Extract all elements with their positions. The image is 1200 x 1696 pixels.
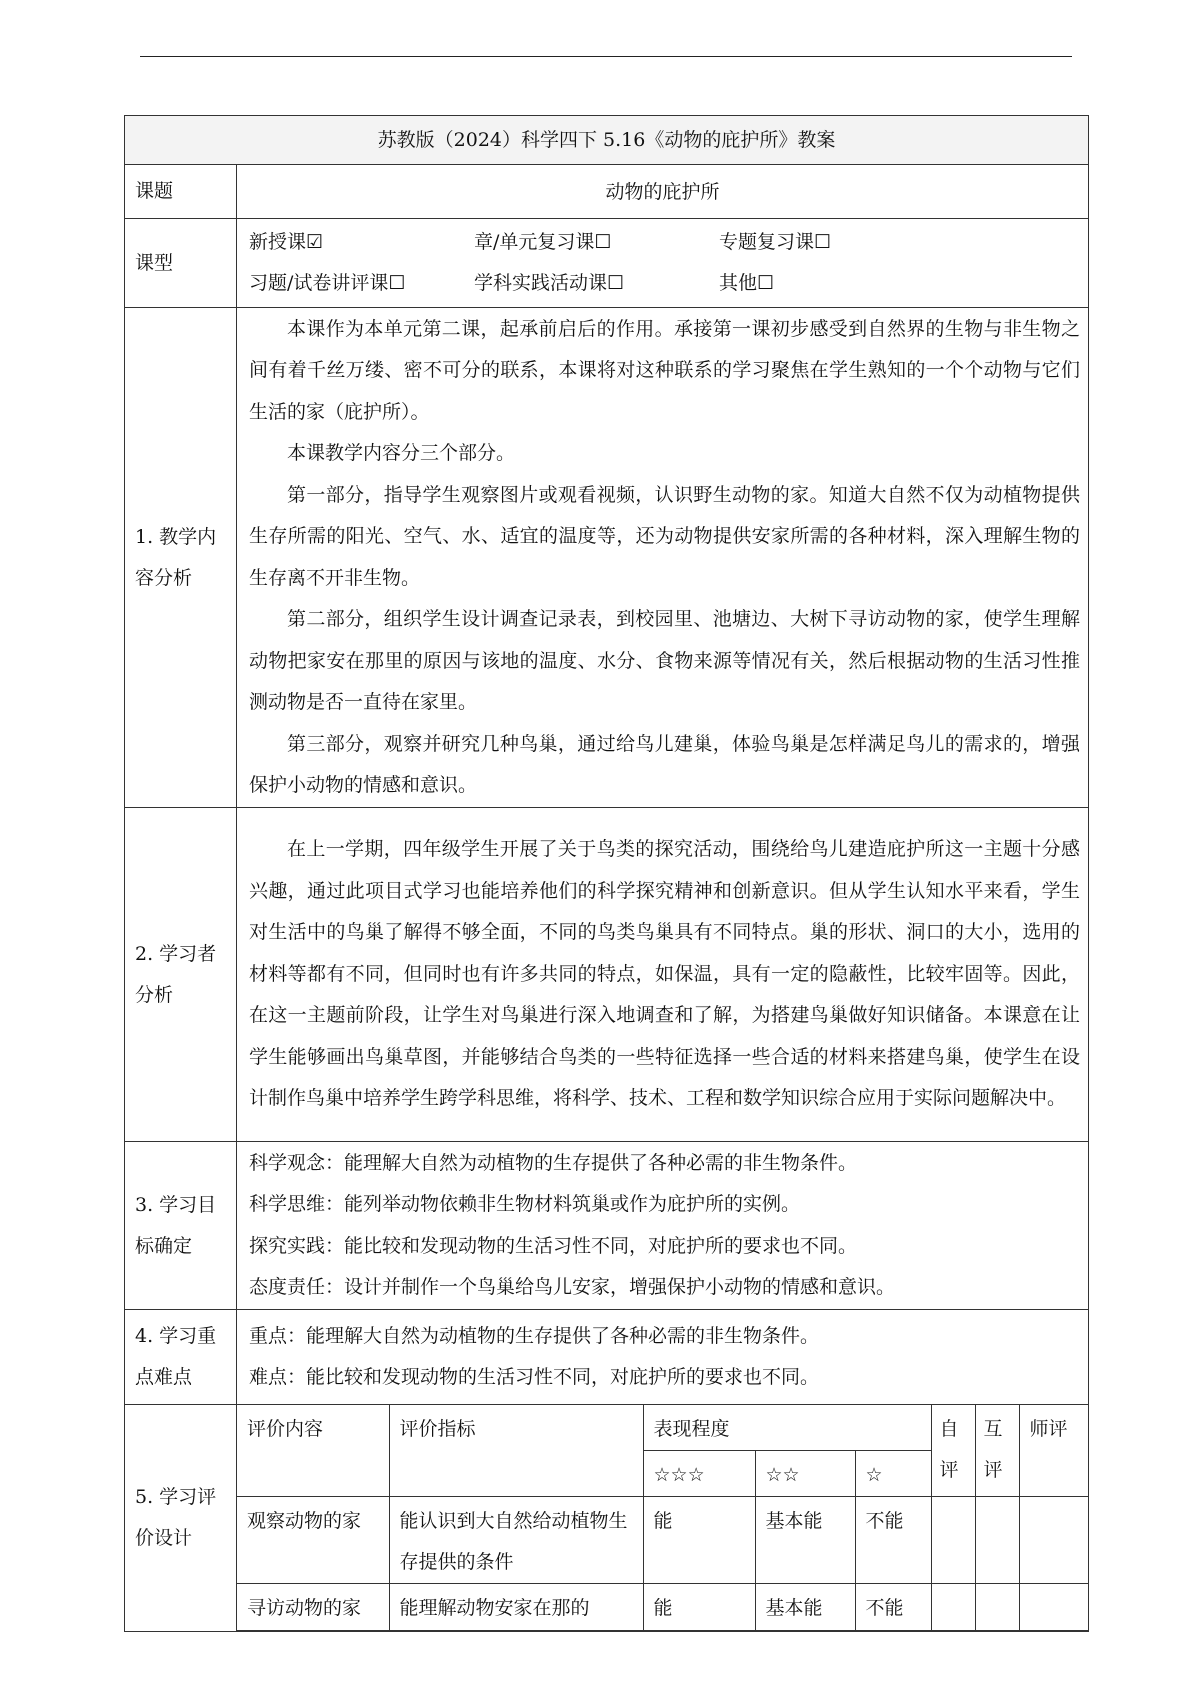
- type-exercise-review: 习题/试卷讲评课☐: [249, 272, 406, 294]
- eval-row-content: 观察动物的家: [237, 1497, 389, 1584]
- section4-label: 4. 学习重点难点: [125, 1310, 237, 1405]
- eval-row-indicator: 能理解动物安家在那的: [389, 1584, 643, 1631]
- goal-line: 探究实践：能比较和发现动物的生活习性不同，对庇护所的要求也不同。: [249, 1234, 858, 1257]
- eval-row-self: [931, 1497, 975, 1584]
- goal-line: 科学观念：能理解大自然为动植物的生存提供了各种必需的非生物条件。: [249, 1151, 858, 1174]
- goal-line: 态度责任：设计并制作一个鸟巢给鸟儿安家，增强保护小动物的情感和意识。: [249, 1276, 896, 1298]
- type-topic-review: 专题复习课☐: [719, 231, 832, 253]
- key-point-line: 重点：能理解大自然为动植物的生存提供了各种必需的非生物条件。: [249, 1324, 820, 1347]
- eval-row-level2: 基本能: [755, 1584, 855, 1631]
- section1-label: 1. 教学内容分析: [125, 308, 237, 808]
- eval-header-peer: 互评: [975, 1405, 1019, 1497]
- evaluation-table: [237, 1405, 1089, 1631]
- eval-row-teacher: [1019, 1497, 1089, 1584]
- type-unit-review: 章/单元复习课☐: [474, 231, 612, 253]
- section2-label: 2. 学习者分析: [125, 808, 237, 1142]
- eval-row-self: [931, 1584, 975, 1631]
- eval-row-level1: 不能: [855, 1497, 931, 1584]
- eval-row: [237, 1584, 1089, 1631]
- topic-label: 课题: [125, 165, 237, 219]
- difficulty-line: 难点：能比较和发现动物的生活习性不同，对庇护所的要求也不同。: [249, 1366, 820, 1388]
- section1-content: [237, 308, 1089, 808]
- section5-label: 5. 学习评价设计: [125, 1405, 237, 1632]
- type-other: 其他☐: [719, 272, 775, 294]
- lesson-plan-table: [124, 115, 1088, 1632]
- eval-row-teacher: [1019, 1584, 1089, 1631]
- goal-line: 科学思维：能列举动物依赖非生物材料筑巢或作为庇护所的实例。: [249, 1193, 801, 1215]
- eval-row-level3: 能: [643, 1584, 755, 1631]
- eval-row: [237, 1497, 1089, 1584]
- section3-content: [237, 1142, 1089, 1310]
- section1-paragraph: 本课教学内容分三个部分。: [287, 442, 516, 464]
- section1-paragraph: 本课作为本单元第二课，起承前启后的作用。承接第一课初步感受到自然界的生物与非生物之间有着千丝万缕、密不可分的联系，本课将对这种联系的学习聚焦在学生熟知的一个个动物与它们生活的家（庇护所）。: [249, 317, 1081, 423]
- eval-header-teacher: 师评: [1019, 1405, 1089, 1497]
- eval-stars-2: ☆☆: [755, 1451, 855, 1497]
- section2-content: [237, 808, 1089, 1142]
- type-options: [237, 219, 1089, 308]
- eval-row-level3: 能: [643, 1497, 755, 1584]
- eval-row-content: 寻访动物的家: [237, 1584, 389, 1631]
- eval-row-peer: [975, 1497, 1019, 1584]
- header-rule: [140, 56, 1072, 57]
- eval-stars-3: ☆☆☆: [643, 1451, 755, 1497]
- section1-paragraph: 第三部分，观察并研究几种鸟巢，通过给鸟儿建巢，体验鸟巢是怎样满足鸟儿的需求的，增强保护小动物的情感和意识。: [249, 732, 1081, 796]
- section2-paragraph: 在上一学期，四年级学生开展了关于鸟类的探究活动，围绕给鸟儿建造庇护所这一主题十分感兴趣，通过此项目式学习也能培养他们的科学探究精神和创新意识。但从学生认知水平来看，学生对生活中的鸟巢了解得不够全面，不同的鸟类鸟巢具有不同特点。巢的形状、洞口的大小，选用的材料等都有不同，但同时也有许多共同的特点，如保温，具有一定的隐蔽性，比较牢固等。因此，在这一主题前阶段，让学生对鸟巢进行深入地调查和了解，为搭建鸟巢做好知识储备。本课意在让学生能够画出鸟巢草图，并能够结合鸟类的一些特征选择一些合适的材料来搭建鸟巢，使学生在设计制作鸟巢中培养学生跨学科思维，将科学、技术、工程和数学知识综合应用于实际问题解决中。: [249, 838, 1081, 1110]
- section4-content: [237, 1310, 1089, 1405]
- eval-header-self: 自评: [931, 1405, 975, 1497]
- eval-row-level1: 不能: [855, 1584, 931, 1631]
- section3-label: 3. 学习目标确定: [125, 1142, 237, 1310]
- eval-stars-1: ☆: [855, 1451, 931, 1497]
- eval-row-indicator: 能认识到大自然给动植物生存提供的条件: [389, 1497, 643, 1584]
- section1-paragraph: 第一部分，指导学生观察图片或观看视频，认识野生动物的家。知道大自然不仅为动植物提供生存所需的阳光、空气、水、适宜的温度等，还为动物提供安家所需的各种材料，深入理解生物的生存离不开非生物。: [249, 483, 1081, 589]
- eval-header-indicator: 评价指标: [389, 1405, 643, 1497]
- eval-row-level2: 基本能: [755, 1497, 855, 1584]
- type-practice-activity: 学科实践活动课☐: [474, 272, 625, 294]
- section1-paragraph: 第二部分，组织学生设计调查记录表，到校园里、池塘边、大树下寻访动物的家，使学生理解动物把家安在那里的原因与该地的温度、水分、食物来源等情况有关，然后根据动物的生活习性推测动物是否一直待在家里。: [249, 608, 1081, 713]
- type-label: 课型: [125, 219, 237, 308]
- eval-header-content: 评价内容: [237, 1405, 389, 1497]
- topic-value: 动物的庇护所: [237, 165, 1089, 219]
- type-new-lesson: 新授课☑: [249, 231, 324, 253]
- doc-title: 苏教版（2024）科学四下 5.16《动物的庇护所》教案: [125, 116, 1089, 165]
- eval-header-level: 表现程度: [643, 1405, 931, 1451]
- eval-row-peer: [975, 1584, 1019, 1631]
- evaluation-design: [237, 1405, 1089, 1632]
